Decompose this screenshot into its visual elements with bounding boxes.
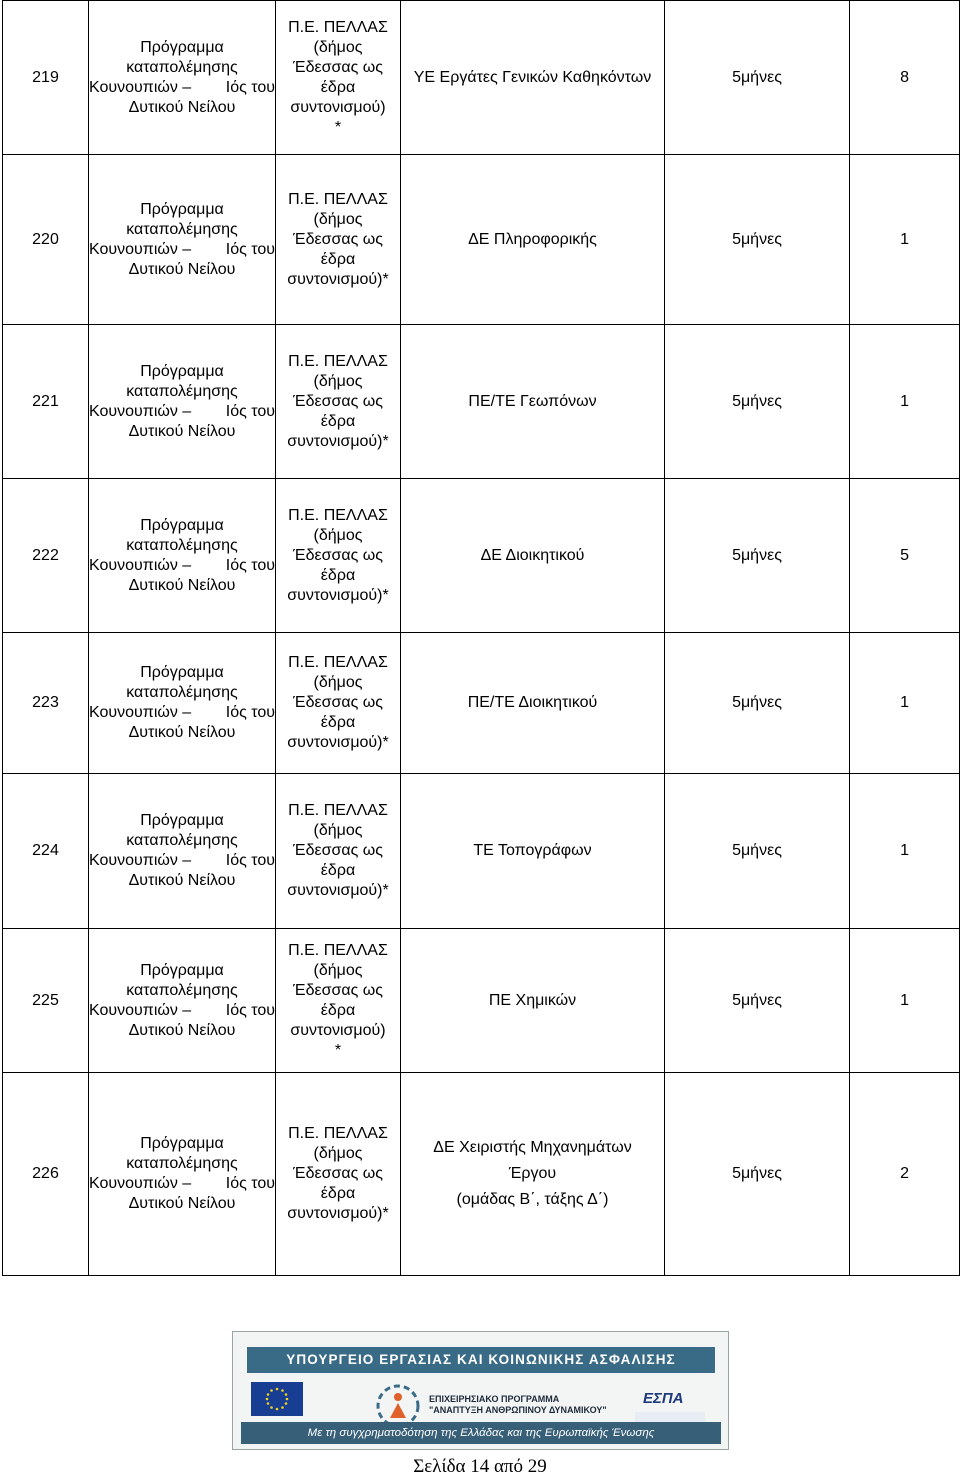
program-line: καταπολέμησης (126, 832, 238, 849)
program-line: Πρόγραμμα (140, 812, 224, 829)
count-value: 1 (900, 694, 909, 711)
program-cell (89, 325, 276, 479)
operational-program-text (429, 1394, 649, 1416)
location-cell (276, 325, 401, 479)
table-row (3, 155, 960, 325)
program-line: Ιός του (225, 556, 275, 574)
program-line: Ιός του (225, 1001, 275, 1019)
program-cell (89, 1, 276, 155)
duration-value: 5μήνες (732, 546, 782, 564)
location-line: Έδεσσας ως (293, 230, 383, 248)
specialty-cell (401, 1073, 665, 1276)
program-justified-line (89, 78, 275, 98)
specialty-line: Έργου (508, 1165, 557, 1182)
specialty-line: ΔΕ Χειριστής Μηχανημάτων (433, 1139, 632, 1156)
program-line: καταπολέμησης (126, 536, 238, 554)
program-line: Πρόγραμμα (140, 38, 224, 56)
table-row (3, 479, 960, 633)
program-line: καταπολέμησης (126, 382, 238, 400)
location-line: συντονισμού)* (287, 882, 389, 899)
specialty-cell (401, 774, 665, 929)
count-cell (850, 1073, 960, 1276)
location-line: συντονισμού)* (287, 270, 389, 288)
table-body (3, 1, 960, 1276)
duration-value: 5μήνες (732, 694, 782, 711)
specialty-line: ΤΕ Τοπογράφων (473, 842, 592, 859)
row-number-cell (3, 929, 89, 1073)
duration-cell (665, 1073, 850, 1276)
program-line: Ιός του (225, 240, 275, 258)
count-cell (850, 774, 960, 929)
program-cell (89, 1073, 276, 1276)
location-line: Έδεσσας ως (293, 392, 383, 410)
program-line: Ιός του (225, 78, 275, 96)
program-cell (89, 633, 276, 774)
program-line: Πρόγραμμα (140, 516, 224, 534)
row-number: 219 (32, 68, 59, 86)
cofinance-text: Με τη συγχρηματοδότηση της Ελλάδας και της Ευρωπαϊκής Ένωσης (241, 1422, 721, 1444)
location-cell (276, 929, 401, 1073)
table-row (3, 633, 960, 774)
location-line: Π.Ε. ΠΕΛΛΑΣ (288, 190, 388, 208)
count-value: 5 (900, 546, 909, 564)
specialty-line: ΠΕ/ΤΕ Γεωπόνων (468, 392, 597, 410)
program-line: Δυτικού Νείλου (128, 1195, 236, 1212)
location-line: έδρα (320, 250, 356, 268)
program-line: Κουνουπιών – (89, 78, 192, 96)
program-line: Κουνουπιών – (89, 240, 192, 258)
location-line: (δήμος (313, 822, 363, 839)
location-line: Π.Ε. ΠΕΛΛΑΣ (288, 1125, 388, 1142)
program-cell (89, 479, 276, 633)
location-line: συντονισμού) (290, 1021, 386, 1039)
row-number-cell (3, 325, 89, 479)
program-justified-line (89, 851, 275, 871)
program-justified-line (89, 1174, 275, 1194)
duration-cell (665, 155, 850, 325)
specialty-cell (401, 633, 665, 774)
count-value: 1 (900, 392, 909, 410)
count-cell (850, 1, 960, 155)
row-number-cell (3, 774, 89, 929)
specialty-line: ΥΕ Εργάτες Γενικών Καθηκόντων (413, 68, 652, 86)
location-line: (δήμος (313, 1145, 363, 1162)
specialty-cell (401, 929, 665, 1073)
location-line: (δήμος (313, 210, 363, 228)
row-number: 223 (32, 694, 59, 711)
program-line: Κουνουπιών – (89, 852, 192, 869)
program-line: Κουνουπιών – (89, 704, 192, 721)
location-line: Έδεσσας ως (293, 58, 383, 76)
ministry-title: ΥΠΟΥΡΓΕΙΟ ΕΡΓΑΣΙΑΣ ΚΑΙ ΚΟΙΝΩΝΙΚΗΣ ΑΣΦΑΛΙΣΗΣ (247, 1347, 715, 1373)
program-line: καταπολέμησης (126, 220, 238, 238)
specialty-line: ΔΕ Πληροφορικής (468, 230, 597, 248)
program-cell (89, 929, 276, 1073)
program-line: καταπολέμησης (126, 58, 238, 76)
program-line: Δυτικού Νείλου (128, 724, 236, 741)
location-line: έδρα (320, 714, 356, 731)
funding-banner (232, 1331, 729, 1450)
specialty-line: ΔΕ Διοικητικού (480, 546, 585, 564)
location-line: Έδεσσας ως (293, 1165, 383, 1182)
program-cell (89, 774, 276, 929)
row-number-cell (3, 479, 89, 633)
location-line: (δήμος (313, 961, 363, 979)
duration-cell (665, 1, 850, 155)
program-line: Πρόγραμμα (140, 362, 224, 380)
location-line: έδρα (320, 1185, 356, 1202)
count-value: 1 (900, 230, 909, 248)
location-cell (276, 633, 401, 774)
row-number-cell (3, 1073, 89, 1276)
espa-logo: ΕΣΠΑ (643, 1390, 684, 1407)
location-line: Έδεσσας ως (293, 981, 383, 999)
program-line: Δυτικού Νείλου (128, 872, 236, 889)
location-line: * (334, 1041, 342, 1059)
duration-value: 5μήνες (732, 68, 782, 86)
program-line: καταπολέμησης (126, 684, 238, 701)
count-cell (850, 929, 960, 1073)
positions-table (2, 0, 960, 1276)
row-number: 220 (32, 230, 59, 248)
specialty-cell (401, 325, 665, 479)
program-line-2: "ΑΝΑΠΤΥΞΗ ΑΝΘΡΩΠΙΝΟΥ ΔΥΝΑΜΙΚΟΥ" (429, 1405, 607, 1415)
location-line: Έδεσσας ως (293, 842, 383, 859)
program-line: Κουνουπιών – (89, 1175, 192, 1192)
row-number-cell (3, 1, 89, 155)
row-number-cell (3, 633, 89, 774)
count-cell (850, 479, 960, 633)
location-cell (276, 479, 401, 633)
table-row (3, 774, 960, 929)
count-cell (850, 633, 960, 774)
location-cell (276, 155, 401, 325)
row-number: 224 (32, 842, 59, 859)
count-cell (850, 155, 960, 325)
row-number: 226 (32, 1165, 59, 1182)
duration-value: 5μήνες (732, 1165, 782, 1182)
specialty-cell (401, 479, 665, 633)
location-line: συντονισμού)* (287, 586, 389, 604)
location-cell (276, 774, 401, 929)
program-justified-line (89, 1001, 275, 1021)
espa-logo-strip (635, 1412, 705, 1422)
duration-value: 5μήνες (732, 392, 782, 410)
location-line: Π.Ε. ΠΕΛΛΑΣ (288, 802, 388, 819)
specialty-cell (401, 155, 665, 325)
location-cell (276, 1, 401, 155)
duration-cell (665, 774, 850, 929)
duration-value: 5μήνες (732, 842, 782, 859)
program-line: Δυτικού Νείλου (128, 422, 236, 440)
location-line: (δήμος (313, 372, 363, 390)
count-value: 1 (900, 842, 909, 859)
program-line: Δυτικού Νείλου (128, 260, 236, 278)
location-line: Έδεσσας ως (293, 694, 383, 711)
page-number: Σελίδα 14 από 29 (413, 1456, 547, 1477)
specialty-cell (401, 1, 665, 155)
location-line: έδρα (320, 412, 356, 430)
program-justified-line (89, 556, 275, 576)
specialty-line: ΠΕ Χημικών (488, 991, 577, 1009)
specialty-line: ΠΕ/ΤΕ Διοικητικού (467, 694, 598, 711)
duration-cell (665, 929, 850, 1073)
count-value: 2 (900, 1165, 909, 1182)
location-line: συντονισμού)* (287, 734, 389, 751)
row-number: 225 (32, 991, 59, 1009)
program-line: Πρόγραμμα (140, 1135, 224, 1152)
location-line: Π.Ε. ΠΕΛΛΑΣ (288, 506, 388, 524)
count-value: 1 (900, 991, 909, 1009)
location-line: συντονισμού)* (287, 1205, 389, 1222)
program-line: Πρόγραμμα (140, 664, 224, 681)
eu-flag-icon (251, 1382, 303, 1416)
program-line: Πρόγραμμα (140, 200, 224, 218)
location-cell (276, 1073, 401, 1276)
program-justified-line (89, 703, 275, 723)
program-line: Κουνουπιών – (89, 1001, 192, 1019)
program-line: Ιός του (225, 852, 275, 869)
location-line: (δήμος (313, 526, 363, 544)
table-row (3, 1073, 960, 1276)
program-justified-line (89, 402, 275, 422)
location-line: Π.Ε. ΠΕΛΛΑΣ (288, 654, 388, 671)
location-line: (δήμος (313, 38, 363, 56)
row-number: 222 (32, 546, 59, 564)
location-line: έδρα (320, 78, 356, 96)
row-number-cell (3, 155, 89, 325)
program-line: καταπολέμησης (126, 981, 238, 999)
program-line-1: ΕΠΙΧΕΙΡΗΣΙΑΚΟ ΠΡΟΓΡΑΜΜΑ (429, 1394, 560, 1404)
location-line: συντονισμού)* (287, 432, 389, 450)
location-line: συντονισμού) (290, 98, 386, 116)
program-line: καταπολέμησης (126, 1155, 238, 1172)
program-line: Δυτικού Νείλου (128, 576, 236, 594)
table-row (3, 1, 960, 155)
count-value: 8 (900, 68, 909, 86)
program-line: Κουνουπιών – (89, 556, 192, 574)
program-line: Ιός του (225, 1175, 275, 1192)
duration-cell (665, 479, 850, 633)
duration-value: 5μήνες (732, 991, 782, 1009)
duration-cell (665, 633, 850, 774)
location-line: έδρα (320, 862, 356, 879)
program-cell (89, 155, 276, 325)
location-line: Π.Ε. ΠΕΛΛΑΣ (288, 352, 388, 370)
location-line: έδρα (320, 566, 356, 584)
program-line: Ιός του (225, 402, 275, 420)
row-number: 221 (32, 392, 59, 410)
program-line: Ιός του (225, 704, 275, 721)
location-line: Έδεσσας ως (293, 546, 383, 564)
location-line: (δήμος (313, 674, 363, 691)
specialty-line: (ομάδας Β΄, τάξης Δ΄) (456, 1191, 609, 1208)
table-row (3, 929, 960, 1073)
program-justified-line (89, 240, 275, 260)
program-line: Δυτικού Νείλου (128, 98, 236, 116)
duration-cell (665, 325, 850, 479)
location-line: έδρα (320, 1001, 356, 1019)
program-line: Πρόγραμμα (140, 961, 224, 979)
duration-value: 5μήνες (732, 230, 782, 248)
program-line: Κουνουπιών – (89, 402, 192, 420)
location-line: Π.Ε. ΠΕΛΛΑΣ (288, 18, 388, 36)
count-cell (850, 325, 960, 479)
table-row (3, 325, 960, 479)
program-line: Δυτικού Νείλου (128, 1021, 236, 1039)
location-line: * (334, 118, 342, 136)
location-line: Π.Ε. ΠΕΛΛΑΣ (288, 941, 388, 959)
